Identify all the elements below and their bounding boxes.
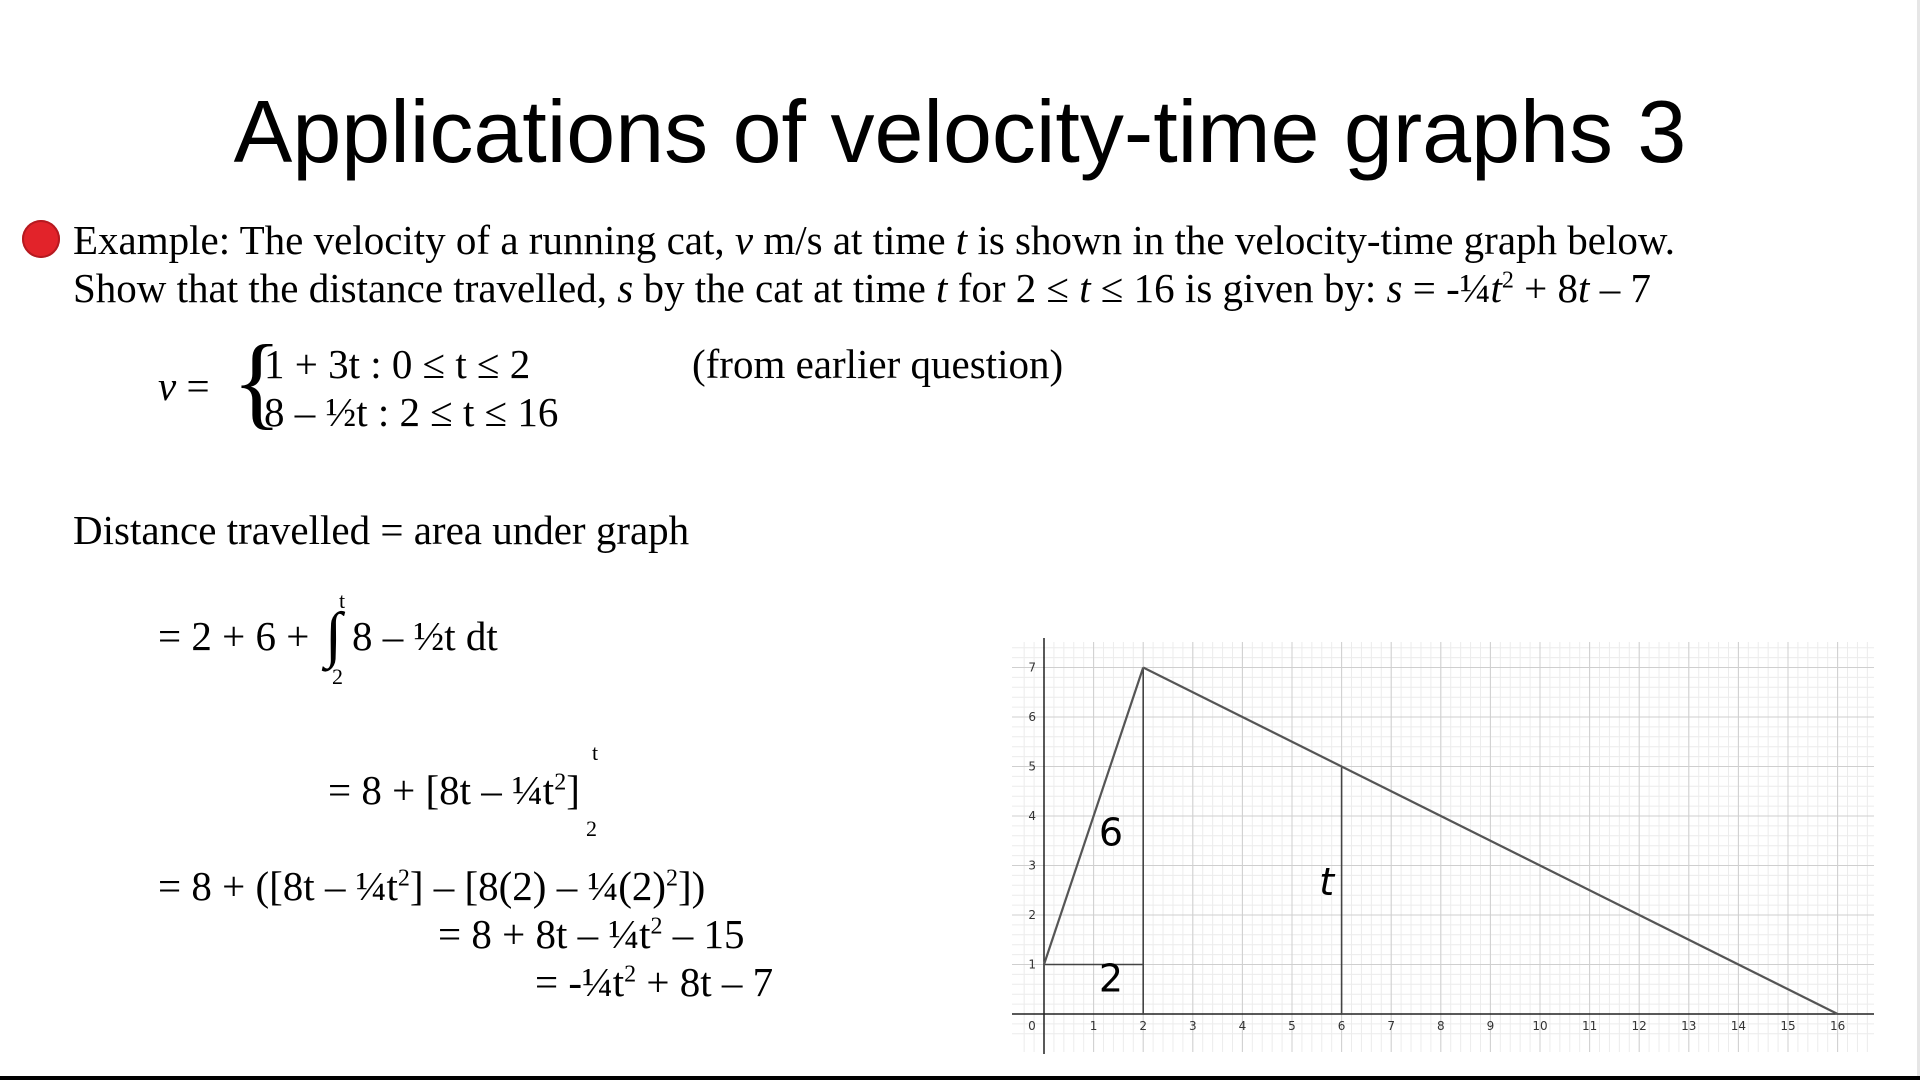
example-text: for 2 ≤: [947, 265, 1080, 311]
example-text: is shown in the velocity-time graph below.: [967, 217, 1676, 263]
slide-bottom-border: [0, 1076, 1920, 1080]
var-t: t: [1079, 265, 1091, 311]
x-tick-label: 12: [1631, 1019, 1647, 1033]
x-tick-label: 8: [1436, 1019, 1445, 1033]
x-tick-label: 13: [1681, 1019, 1697, 1033]
var-t: t: [1578, 265, 1590, 311]
equals-sign: =: [176, 363, 210, 409]
piecewise-note: (from earlier question): [692, 341, 1064, 387]
x-tick-label: 7: [1387, 1019, 1396, 1033]
bracket-lower-limit: 2: [586, 816, 597, 841]
y-tick-label: 4: [1028, 809, 1036, 823]
working-step-2: [328, 766, 580, 814]
var-t: t: [936, 265, 948, 311]
x-tick-label: 6: [1337, 1019, 1346, 1033]
var-v: v: [734, 217, 754, 263]
x-tick-label: 16: [1829, 1019, 1846, 1033]
step-text: ]: [566, 767, 580, 813]
step-text: = 2 + 6 +: [158, 613, 310, 659]
velocity-time-graph: [1010, 636, 1876, 1056]
var-t: t: [1490, 265, 1502, 311]
y-tick-label: 7: [1028, 660, 1036, 675]
var-s: s: [617, 265, 634, 311]
step-text: + 8t – 7: [636, 959, 774, 1005]
var-v: v: [158, 363, 177, 409]
x-tick-label: 14: [1730, 1019, 1747, 1033]
working-step-5: [535, 958, 773, 1006]
exponent: 2: [1501, 267, 1514, 294]
example-line-1: [73, 216, 1675, 264]
annotation-label: 6: [1098, 810, 1124, 855]
x-tick-label: 1: [1089, 1019, 1098, 1033]
slide-title: Applications of velocity-time graphs 3: [233, 82, 1687, 181]
example-text: Example: The velocity of a running cat,: [73, 217, 735, 263]
example-text: by the cat at time: [633, 265, 937, 311]
example-text: + 8: [1513, 265, 1579, 311]
example-text: – 7: [1589, 265, 1651, 311]
integral-lower-limit: 2: [332, 664, 343, 689]
exponent: 2: [666, 865, 679, 892]
example-text: = -¼: [1402, 265, 1491, 311]
exponent: 2: [650, 913, 663, 940]
var-s: s: [1386, 265, 1403, 311]
piecewise-row-1: 1 + 3t : 0 ≤ t ≤ 2: [264, 341, 531, 387]
example-text: m/s at time: [753, 217, 956, 263]
y-tick-label: 6: [1028, 710, 1036, 724]
step-text: = 8 + 8t – ¼t: [438, 911, 651, 957]
example-line-2: [73, 264, 1651, 312]
exponent: 2: [624, 961, 637, 988]
step-text: = 8 + [8t – ¼t: [328, 767, 555, 813]
var-t: t: [955, 217, 968, 263]
step-text: ]): [678, 863, 706, 909]
working-step-1: [158, 612, 309, 660]
working-step-4: [438, 910, 745, 958]
y-tick-label: 2: [1028, 908, 1036, 922]
piecewise-lhs: [158, 362, 210, 410]
integral-sign-icon: ∫: [325, 601, 342, 669]
working-heading: Distance travelled = area under graph: [73, 507, 690, 553]
x-tick-label: 11: [1581, 1019, 1598, 1033]
x-tick-label: 0: [1028, 1019, 1036, 1033]
step-text: = 8 + ([8t – ¼t: [158, 863, 398, 909]
y-tick-label: 3: [1028, 858, 1036, 873]
example-text: Show that the distance travelled,: [73, 265, 618, 311]
bracket-upper-limit: t: [592, 740, 599, 765]
x-tick-label: 10: [1532, 1019, 1548, 1033]
working-step-3: [158, 862, 705, 910]
integral-upper-limit: t: [339, 588, 346, 613]
annotation-label: 2: [1098, 956, 1124, 1001]
x-tick-label: 3: [1188, 1019, 1197, 1033]
example-text: ≤ 16 is given by:: [1090, 265, 1387, 311]
x-tick-label: 4: [1238, 1019, 1247, 1033]
exponent: 2: [397, 865, 410, 892]
x-tick-label: 5: [1288, 1019, 1296, 1033]
integrand: 8 – ½t dt: [352, 613, 498, 659]
step-text: = -¼t: [535, 959, 625, 1005]
annotation-label: t: [1319, 860, 1335, 905]
y-tick-label: 5: [1028, 759, 1036, 774]
step-text: ] – [8(2) – ¼(2): [409, 863, 667, 909]
x-tick-label: 2: [1139, 1019, 1148, 1033]
piecewise-row-2: 8 – ½t : 2 ≤ t ≤ 16: [264, 389, 559, 435]
bullet-icon: [22, 220, 60, 258]
x-tick-label: 9: [1486, 1019, 1495, 1033]
step-text: – 15: [662, 911, 745, 957]
left-brace-icon: {: [232, 324, 282, 439]
x-tick-label: 15: [1780, 1019, 1796, 1033]
y-tick-label: 1: [1028, 957, 1036, 972]
exponent: 2: [554, 769, 567, 796]
